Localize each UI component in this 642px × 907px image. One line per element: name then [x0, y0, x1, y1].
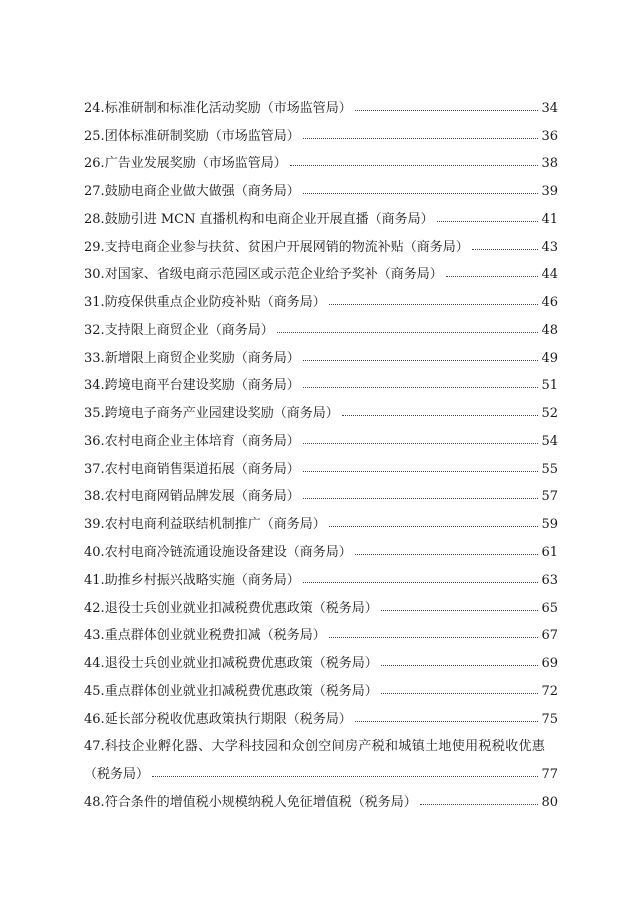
- toc-entry[interactable]: [84, 338, 558, 366]
- toc-entry-title: 退役士兵创业就业扣减税费优惠政策（税务局）: [104, 600, 378, 616]
- dot-leader: [277, 332, 539, 333]
- dot-leader: [303, 471, 539, 472]
- toc-entry-number: 26.: [84, 156, 105, 172]
- toc-entry-title: 退役士兵创业就业扣减税费优惠政策（税务局）: [104, 656, 378, 672]
- toc-entry-number: 35.: [84, 406, 105, 422]
- toc-entry[interactable]: [84, 366, 558, 394]
- toc-entry[interactable]: [84, 477, 558, 505]
- toc-entry-number: 48.: [84, 794, 105, 810]
- toc-entry-number: 39.: [84, 517, 105, 533]
- toc-entry-page: 75: [541, 711, 558, 727]
- dot-leader: [303, 360, 539, 361]
- toc-entry-title: 农村电商销售渠道拓展（商务局）: [104, 461, 300, 477]
- toc-entry-page: 51: [541, 378, 558, 394]
- toc-entry-title: 鼓励引进 MCN 直播机构和电商企业开展直播（商务局）: [104, 211, 434, 227]
- dot-leader: [329, 637, 539, 638]
- toc-entry-number: 32.: [84, 322, 105, 338]
- toc-entry-number: 29.: [84, 239, 105, 255]
- toc-entry-title: 广告业发展奖励（市场监管局）: [104, 156, 287, 172]
- dot-leader: [152, 776, 538, 777]
- dot-leader: [355, 721, 539, 722]
- toc-entry-48[interactable]: [84, 782, 558, 810]
- toc-entry-number: 25.: [84, 128, 105, 144]
- toc-entry-number: 42.: [84, 600, 105, 616]
- toc-entry-page: 80: [541, 794, 558, 810]
- dot-leader: [303, 582, 539, 583]
- toc-entry[interactable]: [84, 588, 558, 616]
- toc-entry-number: 38.: [84, 489, 105, 505]
- toc-entry[interactable]: [84, 421, 558, 449]
- toc-entry-page: 49: [541, 350, 558, 366]
- toc-entry-page: 67: [541, 628, 558, 644]
- toc-entry-number: 31.: [84, 295, 105, 311]
- toc-entry-title: 跨境电商平台建设奖励（商务局）: [104, 378, 300, 394]
- dot-leader: [290, 165, 539, 166]
- toc-entry-title: 农村电商网销品牌发展（商务局）: [104, 489, 300, 505]
- toc-entry-number: 37.: [84, 461, 105, 477]
- toc-entry-page: 38: [541, 156, 558, 172]
- toc-entry-number: 40.: [84, 545, 105, 561]
- toc-entry-number: 36.: [84, 433, 105, 449]
- toc-entry-title-continued: （税务局）: [84, 767, 150, 783]
- dot-leader: [355, 554, 539, 555]
- toc-entry-title: 团体标准研制奖励（市场监管局）: [104, 128, 300, 144]
- toc-entry-title: 重点群体创业就业扣减税费优惠政策（税务局）: [104, 683, 378, 699]
- toc-entry[interactable]: [84, 393, 558, 421]
- toc-entry-title: 符合条件的增值税小规模纳税人免征增值税（税务局）: [104, 794, 417, 810]
- toc-entry[interactable]: [84, 671, 558, 699]
- dot-leader: [329, 526, 539, 527]
- toc-entry-title: 科技企业孵化器、大学科技园和众创空间房产税和城镇土地使用税税收优惠: [104, 739, 546, 755]
- toc-entry-number: 45.: [84, 683, 105, 699]
- toc-list: [84, 88, 558, 727]
- toc-entry[interactable]: [84, 144, 558, 172]
- toc-entry[interactable]: [84, 560, 558, 588]
- toc-entry[interactable]: [84, 310, 558, 338]
- table-of-contents: [84, 88, 558, 810]
- toc-entry-page: 36: [541, 128, 558, 144]
- toc-entry-number: 24.: [84, 100, 105, 116]
- dot-leader: [381, 693, 539, 694]
- toc-entry-number: 46.: [84, 711, 105, 727]
- toc-entry-page: 55: [541, 461, 558, 477]
- toc-entry-title: 鼓励电商企业做大做强（商务局）: [104, 184, 300, 200]
- toc-entry-number: 44.: [84, 656, 105, 672]
- toc-entry-page: 41: [541, 211, 558, 227]
- toc-entry-number: 34.: [84, 378, 105, 394]
- toc-entry[interactable]: [84, 255, 558, 283]
- toc-entry-title: 重点群体创业就业税费扣减（税务局）: [104, 628, 326, 644]
- toc-entry-page: 52: [541, 406, 558, 422]
- toc-entry[interactable]: [84, 643, 558, 671]
- toc-entry-page: 61: [541, 545, 558, 561]
- toc-entry-page: 43: [541, 239, 558, 255]
- toc-entry-number: 33.: [84, 350, 105, 366]
- toc-entry-page: 34: [541, 100, 558, 116]
- dot-leader: [381, 665, 539, 666]
- toc-entry-page: 63: [541, 572, 558, 588]
- dot-leader: [303, 498, 539, 499]
- toc-entry-title: 农村电商利益联结机制推广（商务局）: [104, 517, 326, 533]
- toc-entry-page: 44: [541, 267, 558, 283]
- toc-entry-47[interactable]: [84, 727, 558, 783]
- dot-leader: [446, 276, 539, 277]
- dot-leader: [437, 221, 539, 222]
- toc-entry[interactable]: [84, 449, 558, 477]
- toc-entry-title: 助推乡村振兴战略实施（商务局）: [104, 572, 300, 588]
- toc-entry[interactable]: [84, 616, 558, 644]
- dot-leader: [420, 804, 539, 805]
- dot-leader: [381, 610, 539, 611]
- toc-entry[interactable]: [84, 504, 558, 532]
- toc-entry-number: 27.: [84, 184, 105, 200]
- toc-entry-title: 延长部分税收优惠政策执行期限（税务局）: [104, 711, 352, 727]
- dot-leader: [472, 249, 539, 250]
- dot-leader: [355, 110, 539, 111]
- toc-entry-title: 标准研制和标准化活动奖励（市场监管局）: [104, 100, 352, 116]
- toc-entry-title: 对国家、省级电商示范园区或示范企业给予奖补（商务局）: [104, 267, 443, 283]
- toc-entry-title: 跨境电子商务产业园建设奖励（商务局）: [104, 406, 339, 422]
- toc-entry-number: 41.: [84, 572, 105, 588]
- dot-leader: [303, 387, 539, 388]
- toc-entry[interactable]: [84, 116, 558, 144]
- dot-leader: [303, 193, 539, 194]
- toc-entry-number: 30.: [84, 267, 105, 283]
- dot-leader: [303, 443, 539, 444]
- dot-leader: [329, 304, 539, 305]
- toc-entry[interactable]: [84, 88, 558, 116]
- toc-entry-title: 防疫保供重点企业防疫补贴（商务局）: [104, 295, 326, 311]
- toc-entry-page: 69: [541, 656, 558, 672]
- toc-entry-number: 28.: [84, 211, 105, 227]
- toc-entry[interactable]: [84, 699, 558, 727]
- toc-entry-page: 72: [541, 683, 558, 699]
- toc-entry-page: 48: [541, 322, 558, 338]
- toc-entry-number: 47.: [84, 739, 105, 755]
- toc-entry[interactable]: [84, 227, 558, 255]
- dot-leader: [342, 415, 539, 416]
- toc-entry-page: 65: [541, 600, 558, 616]
- toc-entry[interactable]: [84, 532, 558, 560]
- toc-entry-title: 支持电商企业参与扶贫、贫困户开展网销的物流补贴（商务局）: [104, 239, 469, 255]
- toc-entry[interactable]: [84, 199, 558, 227]
- toc-entry-number: 43.: [84, 628, 105, 644]
- toc-entry-page: 46: [541, 295, 558, 311]
- toc-entry-title: 农村电商冷链流通设施设备建设（商务局）: [104, 545, 352, 561]
- toc-entry-page: 39: [541, 184, 558, 200]
- toc-entry-page: 59: [541, 517, 558, 533]
- toc-entry-title: 新增限上商贸企业奖励（商务局）: [104, 350, 300, 366]
- toc-entry-page: 54: [541, 433, 558, 449]
- toc-entry-title: 支持限上商贸企业（商务局）: [104, 322, 274, 338]
- toc-entry-title: 农村电商企业主体培育（商务局）: [104, 433, 300, 449]
- toc-entry-page: 57: [541, 489, 558, 505]
- toc-entry[interactable]: [84, 282, 558, 310]
- toc-entry[interactable]: [84, 171, 558, 199]
- toc-entry-page: 77: [541, 767, 558, 783]
- dot-leader: [303, 138, 539, 139]
